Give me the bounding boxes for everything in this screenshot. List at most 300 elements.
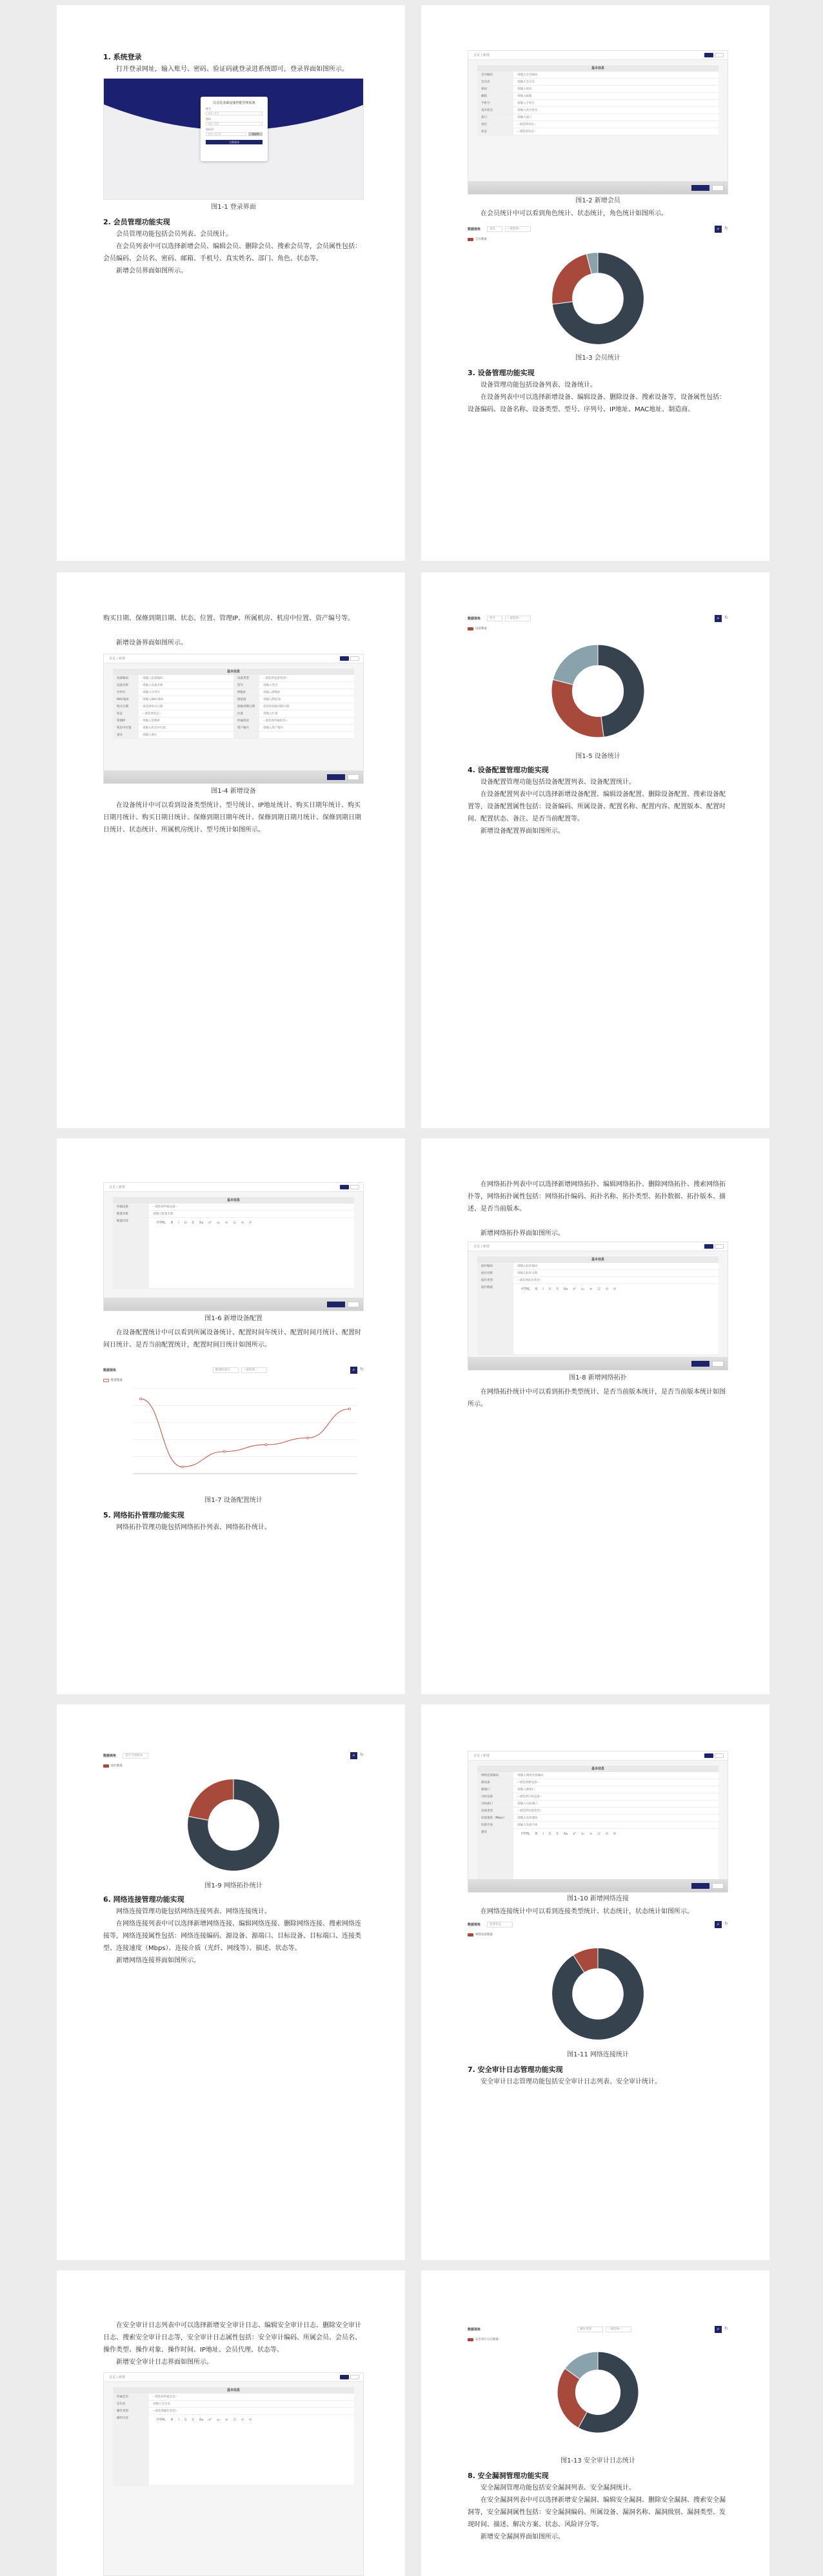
editor-tool-button[interactable]: x₂ xyxy=(217,2418,221,2422)
back-button[interactable] xyxy=(350,656,359,661)
pie-slice xyxy=(553,645,598,685)
cancel-button[interactable] xyxy=(348,774,359,780)
device-model-chart xyxy=(468,614,728,749)
field-label: 所属机房 xyxy=(233,717,259,724)
form-row xyxy=(477,1822,719,1829)
breadcrumb: 首页 / 新增 xyxy=(109,2376,125,2379)
section-3-paragraph-4: 新增设备界面如图所示。 xyxy=(116,639,187,647)
form-row xyxy=(113,725,354,732)
editor-tool-button[interactable]: I xyxy=(178,1221,179,1225)
chart-filter-select[interactable]: --请选择-- xyxy=(505,226,531,232)
field-input[interactable]: 请输入真实姓名 xyxy=(517,109,538,112)
field-label: 源端口 xyxy=(477,1786,513,1793)
cancel-button[interactable] xyxy=(712,185,724,191)
config-form xyxy=(113,1204,354,1289)
legend-swatch xyxy=(468,2338,473,2341)
legend-swatch xyxy=(103,1379,109,1382)
form-row xyxy=(113,2401,354,2408)
login-code-label: 验证码 xyxy=(206,128,213,131)
submit-button[interactable] xyxy=(691,1361,709,1367)
section-7-heading: 7. 安全审计日志管理功能实现 xyxy=(468,2065,563,2074)
search-icon[interactable]: ⌕ xyxy=(715,226,722,233)
editor-tool-button[interactable]: HTML xyxy=(521,1287,530,1291)
submit-button[interactable] xyxy=(327,1302,345,1307)
field-input[interactable]: 请输入部门 xyxy=(517,116,532,119)
chart-dimension-select[interactable]: 型号 xyxy=(487,616,502,621)
field-input[interactable]: --请选择设备类型-- xyxy=(263,677,288,680)
section-1-heading: 1. 系统登录 xyxy=(103,53,142,61)
config-time-chart xyxy=(103,1365,364,1494)
login-password-input[interactable]: 请输入密码 xyxy=(206,122,263,126)
editor-tool-button[interactable]: ☷ xyxy=(597,1287,600,1291)
figure-caption-1: 图1-1 登录界面 xyxy=(211,204,256,211)
field-input[interactable]: 请选择保修到期日期 xyxy=(263,705,290,708)
figure-caption-10: 图1-10 新增网络连接 xyxy=(567,1895,629,1902)
editor-tool-button[interactable]: ≡ xyxy=(590,1832,593,1836)
field-input[interactable]: --请选择拓扑类型-- xyxy=(517,1279,542,1282)
chart-dimension-select[interactable]: 角色 xyxy=(487,226,502,232)
topology-version-donut xyxy=(103,1770,364,1880)
form-row xyxy=(477,93,719,100)
editor-tool-button[interactable]: I xyxy=(178,2418,179,2422)
refresh-icon[interactable]: ↻ xyxy=(724,1921,728,1926)
section-4-heading: 4. 设备配置管理功能实现 xyxy=(468,766,549,774)
member-form xyxy=(477,72,719,135)
section-4-paragraph-2: 在设备配置列表中可以选择新增设备配置、编辑设备配置、删除设备配置、搜索设备配置等，设备配置属性包括：设备编码、所属设备、配置名称、配置内容、配置版本、配置时间、配置状态、备注、是否当前配置等。 xyxy=(468,791,726,823)
field-label: 所属会员 xyxy=(113,2394,149,2400)
field-input[interactable]: --请选择目标设备-- xyxy=(517,1795,542,1799)
field-input[interactable]: --请选择所属会员-- xyxy=(153,2395,177,2399)
submit-button[interactable] xyxy=(691,1883,709,1889)
editor-tool-button[interactable]: B xyxy=(535,1287,538,1291)
breadcrumb: 首页 / 新增 xyxy=(473,1754,490,1758)
field-input[interactable]: 请输入会员名 xyxy=(153,2403,170,2406)
field-label: 会员名 xyxy=(113,2401,149,2407)
submit-button[interactable] xyxy=(327,774,345,780)
pie-slice xyxy=(188,1779,233,1820)
add-device-screenshot xyxy=(103,654,364,784)
config-time-line-chart xyxy=(103,1383,364,1494)
field-input[interactable] xyxy=(259,732,354,738)
editor-tool-button[interactable]: I xyxy=(542,1287,544,1291)
form-row xyxy=(113,732,354,739)
form-row xyxy=(477,1284,719,1355)
data-point xyxy=(307,1437,309,1439)
editor-tool-button[interactable]: ⟲ xyxy=(241,1221,244,1225)
field-input[interactable]: --请选择所属设备-- xyxy=(153,1205,177,1209)
data-point xyxy=(223,1450,225,1452)
field-input[interactable]: 请输入密码 xyxy=(517,88,532,91)
field-label: 备注 xyxy=(113,732,139,738)
field-input[interactable]: 请输入资产编号 xyxy=(263,727,284,730)
field-label: 资产编号 xyxy=(233,725,259,731)
field-label xyxy=(233,732,259,738)
form-header: 基本信息 xyxy=(477,1256,719,1263)
field-input[interactable]: --请选择连接类型-- xyxy=(517,1810,542,1813)
field-input[interactable]: 请输入机房中位置 xyxy=(143,727,166,730)
editor-tool-button[interactable]: U xyxy=(548,1832,551,1836)
back-button[interactable] xyxy=(350,2375,359,2379)
field-label: 拓扑数据 xyxy=(477,1284,513,1354)
field-input[interactable]: 请输入目标端口 xyxy=(517,1802,538,1806)
editor-tool-button[interactable]: x₂ xyxy=(581,1832,585,1836)
cancel-button[interactable] xyxy=(712,1883,724,1889)
field-label: MAC地址 xyxy=(113,696,139,703)
field-label: 拓扑名称 xyxy=(477,1270,513,1276)
form-row xyxy=(113,682,354,689)
field-label: 序列号 xyxy=(113,689,139,696)
field-input[interactable]: 请输入配置名称 xyxy=(153,1213,174,1216)
field-label: 配置名称 xyxy=(113,1211,149,1217)
data-point xyxy=(348,1408,350,1410)
field-label: 连接速度（Mbps） xyxy=(477,1815,513,1821)
chart-filter-select[interactable]: --请选择-- xyxy=(241,1367,267,1373)
editor-tool-button[interactable]: ⟳ xyxy=(249,2418,252,2422)
section-3-paragraph-1: 设备管理功能包括设备列表、设备统计。 xyxy=(481,382,597,389)
field-label: 部门 xyxy=(477,114,513,121)
field-input[interactable]: 请输入会员编码 xyxy=(517,73,538,77)
field-input[interactable] xyxy=(513,1284,719,1354)
field-input[interactable]: 请输入型号 xyxy=(263,684,278,687)
legend-label: 会员数量 xyxy=(475,238,487,241)
form-row xyxy=(477,128,719,135)
editor-tool-button[interactable]: Aa xyxy=(563,1832,568,1836)
editor-tool-button[interactable]: B xyxy=(170,1221,174,1225)
field-label: 拓扑编码 xyxy=(477,1263,513,1269)
field-input[interactable]: --请选择所属机房-- xyxy=(263,719,288,723)
section-2-paragraph-1: 会员管理功能包括会员列表、会员统计。 xyxy=(116,231,232,238)
editor-tool-button[interactable]: ⟳ xyxy=(613,1287,617,1291)
field-label: 设备编码 xyxy=(113,675,139,681)
field-input[interactable]: 请输入拓扑名称 xyxy=(517,1272,538,1275)
editor-tool-button[interactable]: x² xyxy=(573,1832,577,1836)
pie-slice xyxy=(557,2368,587,2428)
section-4-paragraph-4: 在设备配置统计中可以看到所属设备统计、配置时间年统计、配置时间月统计、配置时间日统计、是否当前配置统计，配置时间日统计如图所示。 xyxy=(103,1329,361,1349)
editor-tool-button[interactable]: ☷ xyxy=(597,1832,600,1836)
chart-view-label: 数据视角 xyxy=(468,228,481,231)
section-2-paragraph-4: 在会员统计中可以看到角色统计、状态统计，角色统计如图所示。 xyxy=(481,210,668,217)
section-3-heading: 3. 设备管理功能实现 xyxy=(468,369,535,377)
save-button[interactable] xyxy=(340,1185,349,1189)
field-input[interactable] xyxy=(149,1218,354,1288)
section-1-paragraph: 打开登录网址，输入账号、密码、验证码就登录进系统即可，登录界面如图所示。 xyxy=(116,66,348,73)
login-user-input[interactable]: 请输入账号 xyxy=(206,112,263,115)
editor-tool-button[interactable]: x² xyxy=(208,1221,212,1225)
editor-tool-button[interactable]: ⟳ xyxy=(613,1832,617,1836)
back-button[interactable] xyxy=(350,1185,359,1189)
editor-tool-button[interactable]: ⟲ xyxy=(605,1287,609,1291)
section-8-paragraph-3: 新增安全漏洞界面如图所示。 xyxy=(481,2533,564,2541)
login-dialog xyxy=(201,97,268,161)
save-button[interactable] xyxy=(340,656,349,661)
editor-tool-button[interactable]: S xyxy=(556,1287,559,1291)
field-input[interactable]: 请输入备注 xyxy=(143,734,157,737)
form-row xyxy=(113,2394,354,2401)
connection-form xyxy=(477,1772,719,1893)
login-screenshot xyxy=(103,78,364,200)
back-button[interactable] xyxy=(715,1753,724,1758)
field-input[interactable]: --请选择操作类型-- xyxy=(153,2410,177,2413)
login-code-image[interactable]: 验证码 xyxy=(248,132,263,136)
save-button[interactable] xyxy=(704,1244,713,1249)
figure-caption-13: 图1-13 安全审计日志统计 xyxy=(560,2457,635,2464)
field-label: 保修到期日期 xyxy=(233,703,259,710)
connection-status-chart xyxy=(468,1920,728,2049)
editor-tool-button[interactable]: x₂ xyxy=(217,1221,221,1225)
field-label: 配置内容 xyxy=(113,1218,149,1288)
field-input[interactable]: 请输入连接速度 xyxy=(517,1817,538,1820)
editor-tool-button[interactable]: U xyxy=(184,1221,187,1225)
form-row xyxy=(477,1270,719,1277)
form-row xyxy=(113,696,354,703)
editor-tool-button[interactable]: Aa xyxy=(199,2418,204,2422)
add-audit-log-screenshot xyxy=(103,2372,364,2576)
form-row xyxy=(477,121,719,128)
section-6-paragraph-2: 在网络连接列表中可以选择新增网络连接、编辑网络连接、删除网络连接、搜索网络连接等，网络连接属性包括：网络连接编码、源设备、源端口、目标设备、目标端口、连接类型、连接速度（Mbps）、连接介质（光纤、网线等）、描述、状态等。 xyxy=(103,1920,361,1952)
chart-view-label: 数据视角 xyxy=(468,1923,481,1927)
form-row xyxy=(477,107,719,114)
connection-status-donut xyxy=(468,1939,728,2049)
editor-tool-button[interactable]: ≡ xyxy=(590,1287,593,1291)
data-point xyxy=(181,1466,183,1468)
search-icon[interactable]: ⌕ xyxy=(350,1752,357,1759)
submit-button[interactable] xyxy=(691,185,709,191)
chart-dimension-select[interactable]: 是否当前版本 xyxy=(123,1753,148,1759)
field-input[interactable]: 请输入制造商 xyxy=(263,698,281,701)
save-button[interactable] xyxy=(704,1753,713,1758)
field-input[interactable]: --请选择状态-- xyxy=(517,130,536,133)
field-input[interactable]: --请选择角色-- xyxy=(517,123,536,126)
refresh-icon[interactable]: ↻ xyxy=(724,2326,728,2331)
add-member-screenshot xyxy=(468,50,728,195)
legend-label: 网络连接数量 xyxy=(475,1933,493,1937)
field-label: 位置 xyxy=(233,710,259,717)
field-label: 连接类型 xyxy=(477,1808,513,1814)
field-input[interactable]: 请输入设备编码 xyxy=(143,677,163,680)
legend-swatch xyxy=(103,1764,109,1768)
section-5-paragraph-4: 在网络拓扑统计中可以看到拓扑类型统计、是否当前版本统计，是否当前版本统计如图所示。 xyxy=(468,1389,726,1408)
audit-log-donut xyxy=(468,2344,728,2441)
form-row xyxy=(477,1808,719,1815)
audit-log-form xyxy=(113,2394,354,2486)
document-page-6 xyxy=(421,1138,769,1694)
search-icon[interactable]: ⌕ xyxy=(715,1921,722,1928)
form-row xyxy=(113,703,354,710)
form-row xyxy=(477,1263,719,1270)
editor-tool-button[interactable]: U xyxy=(548,1287,551,1291)
chart-dimension-select[interactable]: 操作类型 xyxy=(577,2327,603,2332)
editor-tool-button[interactable]: I xyxy=(542,1832,544,1836)
editor-tool-button[interactable]: B xyxy=(170,2418,174,2422)
editor-tool-button[interactable]: x² xyxy=(573,1287,577,1291)
chart-view-label: 数据视角 xyxy=(103,1754,117,1758)
save-button[interactable] xyxy=(704,53,713,57)
section-5-paragraph-3: 新增网络拓扑界面如图所示。 xyxy=(481,1230,564,1237)
editor-tool-button[interactable]: ≡ xyxy=(225,1221,228,1225)
field-label: 目标端口 xyxy=(477,1800,513,1807)
field-input[interactable]: 请输入管理IP xyxy=(143,719,160,723)
member-role-donut xyxy=(468,244,728,353)
form-row xyxy=(477,1815,719,1822)
editor-tool-button[interactable]: Aa xyxy=(563,1287,568,1291)
legend-label: 安全审计日志数量 xyxy=(475,2338,499,2341)
figure-caption-5: 图1-5 设备统计 xyxy=(575,753,620,760)
device-model-donut xyxy=(468,633,728,749)
section-5-heading: 5. 网络拓扑管理功能实现 xyxy=(103,1511,184,1519)
pie-slice xyxy=(551,679,604,737)
document-page-9 xyxy=(57,2270,405,2576)
field-label: 操作类型 xyxy=(113,2408,149,2414)
cancel-button[interactable] xyxy=(348,1302,359,1307)
pie-slice xyxy=(552,254,592,304)
member-role-chart xyxy=(468,224,728,353)
legend-swatch xyxy=(468,238,473,241)
section-8-heading: 8. 安全漏洞管理功能实现 xyxy=(468,2472,549,2480)
editor-tool-button[interactable]: ☷ xyxy=(233,2418,236,2422)
refresh-icon[interactable]: ↻ xyxy=(724,226,728,231)
editor-tool-button[interactable]: Aa xyxy=(199,1221,204,1225)
field-input[interactable]: 请输入序列号 xyxy=(143,691,160,694)
editor-tool-button[interactable]: x₂ xyxy=(581,1287,585,1291)
editor-tool-button[interactable]: S xyxy=(556,1832,559,1836)
document-page-5 xyxy=(57,1138,405,1694)
cancel-button[interactable] xyxy=(712,1361,724,1367)
editor-tool-button[interactable]: HTML xyxy=(157,1221,166,1225)
breadcrumb: 首页 / 新增 xyxy=(473,54,490,57)
field-input[interactable]: 请输入IP地址 xyxy=(263,691,281,694)
editor-tool-button[interactable]: ⟳ xyxy=(249,1221,252,1225)
field-label: 源设备 xyxy=(477,1779,513,1786)
field-label: 状态 xyxy=(113,710,139,717)
document-page-2 xyxy=(421,5,769,561)
editor-tool-button[interactable]: ⟲ xyxy=(605,1832,609,1836)
login-password-label: 密码 xyxy=(206,117,211,121)
search-icon[interactable]: ⌕ xyxy=(350,1367,357,1374)
section-2-paragraph-3: 新增会员界面如图所示。 xyxy=(116,268,187,275)
save-button[interactable] xyxy=(340,2375,349,2379)
legend-label: 配置数量 xyxy=(111,1379,123,1382)
form-row xyxy=(477,1779,719,1786)
field-input[interactable]: 请输入设备名称 xyxy=(143,684,163,687)
field-input[interactable]: 请输入会员名 xyxy=(517,81,535,84)
form-row xyxy=(477,1277,719,1284)
form-row xyxy=(113,675,354,682)
document-page-10 xyxy=(421,2270,769,2576)
editor-tool-button[interactable]: ≡ xyxy=(225,2418,228,2422)
field-label: 管理IP xyxy=(113,717,139,724)
form-header: 基本信息 xyxy=(477,65,719,72)
section-4-paragraph-1: 设备配置管理功能包括设备配置列表、设备配置统计。 xyxy=(481,779,635,786)
field-input[interactable]: 请输入源端口 xyxy=(517,1788,535,1791)
field-label: 所属设备 xyxy=(113,1204,149,1210)
login-title: 信息化基础设施智能管理系统 xyxy=(213,101,255,105)
refresh-icon[interactable]: ↻ xyxy=(724,615,728,620)
section-6-paragraph-3: 新增网络连接界面如图所示。 xyxy=(116,1957,200,1964)
add-topology-screenshot xyxy=(468,1242,728,1371)
editor-tool-button[interactable]: ⟲ xyxy=(241,2418,244,2422)
editor-tool-button[interactable]: B xyxy=(535,1832,538,1836)
field-label: 目标设备 xyxy=(477,1793,513,1800)
back-button[interactable] xyxy=(715,1244,724,1249)
refresh-icon[interactable]: ↻ xyxy=(360,1367,364,1372)
chart-dimension-select[interactable]: 连接状态 xyxy=(487,1922,513,1927)
form-header: 基本信息 xyxy=(477,1766,719,1772)
editor-tool-button[interactable]: S xyxy=(192,1221,194,1225)
section-6-paragraph-1: 网络连接管理功能包括网络连接列表、网络连接统计。 xyxy=(116,1908,271,1915)
field-label: 状态 xyxy=(477,128,513,135)
editor-tool-button[interactable]: U xyxy=(184,2418,187,2422)
field-label: 手机号 xyxy=(477,100,513,106)
field-label: 制造商 xyxy=(233,696,259,703)
form-row xyxy=(113,710,354,717)
field-input[interactable]: 请输入MAC地址 xyxy=(143,698,164,701)
form-row xyxy=(113,1204,354,1211)
form-row xyxy=(477,1793,719,1800)
search-icon[interactable]: ⌕ xyxy=(715,615,722,622)
form-row xyxy=(477,79,719,86)
form-row xyxy=(477,72,719,79)
chart-filter-select[interactable]: --请选择-- xyxy=(606,2327,631,2332)
chart-filter-select[interactable]: --请选择-- xyxy=(505,616,531,621)
editor-tool-button[interactable]: HTML xyxy=(157,2418,166,2422)
field-label: IP地址 xyxy=(233,689,259,696)
section-7-paragraph-1: 安全审计日志管理功能包括安全审计日志列表、安全审计统计。 xyxy=(481,2078,661,2085)
breadcrumb: 首页 / 新增 xyxy=(109,1186,125,1189)
field-input[interactable]: 请输入拓扑编码 xyxy=(517,1265,538,1268)
topology-form xyxy=(477,1263,719,1355)
editor-tool-button[interactable]: HTML xyxy=(521,1832,530,1836)
refresh-icon[interactable]: ↻ xyxy=(360,1752,364,1757)
form-header: 基本信息 xyxy=(113,2387,354,2394)
field-input[interactable]: --请选择状态-- xyxy=(143,712,161,716)
section-3-paragraph-5: 在设备统计中可以看到设备类型统计、型号统计、IP地址统计、购买日期年统计、购买日期月统计、购买日期日统计、保修到期日期年统计、保修到期日期月统计、保修到期日期日统计、状态统计、所属机房统计、型号统计如图所示。 xyxy=(103,802,361,834)
field-input[interactable] xyxy=(149,2415,354,2485)
field-input[interactable]: 请输入网络连接编码 xyxy=(517,1774,544,1777)
form-header: 基本信息 xyxy=(113,1197,354,1204)
field-label: 购买日期 xyxy=(113,703,139,710)
chart-dimension-select[interactable]: 配置时间日 xyxy=(213,1367,239,1373)
document-page-4 xyxy=(421,572,769,1128)
breadcrumb: 首页 / 新增 xyxy=(473,1245,490,1249)
figure-caption-9: 图1-9 网络拓扑统计 xyxy=(204,1882,263,1889)
field-input[interactable]: 请选择购买日期 xyxy=(143,705,163,708)
back-button[interactable] xyxy=(715,53,724,57)
data-point xyxy=(265,1444,267,1446)
field-label: 型号 xyxy=(233,682,259,688)
field-input[interactable]: 请输入邮箱 xyxy=(517,95,532,98)
field-label: 连接介质 xyxy=(477,1822,513,1828)
breadcrumb: 首页 / 新增 xyxy=(109,657,125,661)
add-connection-screenshot xyxy=(468,1751,728,1893)
device-form xyxy=(113,675,354,739)
search-icon[interactable]: ⌕ xyxy=(715,2326,722,2333)
field-input[interactable]: 请输入连接介质 xyxy=(517,1824,538,1827)
form-row xyxy=(477,100,719,107)
login-submit-button[interactable]: 立即登录 xyxy=(206,140,263,144)
field-label: 设备名称 xyxy=(113,682,139,688)
field-input[interactable]: 请输入位置 xyxy=(263,712,278,716)
figure-caption-8: 图1-8 新增网络拓扑 xyxy=(569,1374,627,1381)
legend-swatch xyxy=(468,627,473,630)
form-row xyxy=(113,1218,354,1289)
field-input[interactable]: 请输入手机号 xyxy=(517,102,535,105)
editor-tool-button[interactable]: x² xyxy=(208,2418,212,2422)
editor-tool-button[interactable]: ☷ xyxy=(233,1221,236,1225)
form-row xyxy=(113,2415,354,2486)
editor-tool-button[interactable]: S xyxy=(192,2418,194,2422)
field-input[interactable]: --请选择源设备-- xyxy=(517,1781,539,1784)
login-code-input[interactable]: 请输入验证码 xyxy=(206,132,246,136)
